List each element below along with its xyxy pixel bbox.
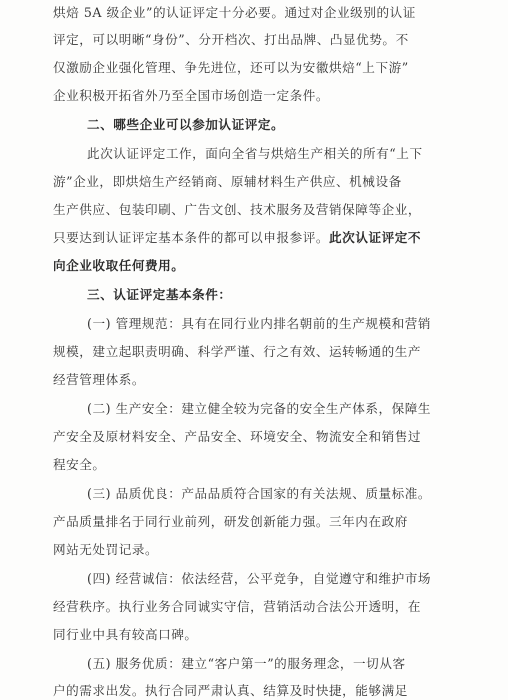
item-3-line-2: 产品质量排名于同行业前列，研发创新能力强。三年内在政府: [53, 514, 408, 529]
intro-line-3: 仅激励企业强化管理、争先进位，还可以为安徽烘焙“上下游”: [53, 60, 409, 75]
item-3-line-1: (三) 品质优良：产品品质符合国家的有关法规、质量标准。: [87, 486, 432, 501]
item-1-line-3: 经营管理体系。: [53, 372, 146, 387]
section-2-line-3: 生产供应、包装印刷、广告文创、技术服务及营销保障等企业，: [53, 202, 422, 217]
item-1-line-1: (一) 管理规范：具有在同行业内排名朝前的生产规模和营销: [87, 316, 432, 331]
item-4-line-1: (四) 经营诚信：依法经营，公平竞争，自觉遵守和维护市场: [87, 571, 432, 586]
section-2-line-1: 此次认证评定工作，面向全省与烘焙生产相关的所有“上下: [87, 146, 423, 161]
section-2-line-2: 游”企业，即烘焙生产经销商、原辅材料生产供应、机械设备: [53, 174, 402, 189]
intro-line-4: 企业积极开拓省外乃至全国市场创造一定条件。: [53, 88, 330, 103]
item-5-line-2: 户的需求出发。执行合同严肃认真、结算及时快捷，能够满足: [53, 683, 408, 698]
fee-notice-part-1: 此次认证评定不: [329, 230, 422, 245]
intro-line-2: 评定，可以明晰“身份”、分开档次、打出品牌、凸显优势。不: [53, 32, 409, 47]
item-3-line-3: 网站无处罚记录。: [53, 542, 159, 557]
section-2-line-4: [53, 229, 421, 247]
section-2-line-4-normal: 只要达到认证评定基本条件的都可以申报参评。: [53, 230, 330, 245]
item-5-line-1: (五) 服务优质：建立“客户第一”的服务理念，一切从客: [87, 656, 406, 671]
fee-notice-part-2: 向企业收取任何费用。: [53, 258, 185, 273]
section-3-heading: 三、认证评定基本条件：: [87, 287, 232, 302]
item-1-line-2: 规模，建立起职责明确、科学严谨、行之有效、运转畅通的生产: [53, 344, 422, 359]
item-4-line-2: 经营秩序。执行业务合同诚实守信，营销活动合法公开透明，在: [53, 599, 422, 614]
item-2-line-2: 产安全及原材料安全、产品安全、环境安全、物流安全和销售过: [53, 429, 422, 444]
section-2-heading: 二、哪些企业可以参加认证评定。: [87, 117, 285, 132]
item-2-line-1: (二) 生产安全：建立健全较为完备的安全生产体系，保障生: [87, 401, 432, 416]
intro-line-1: 烘焙 5A 级企业”的认证评定十分必要。通过对企业级别的认证: [53, 5, 416, 20]
item-2-line-3: 程安全。: [53, 457, 106, 472]
item-4-line-3: 同行业中具有较高口碑。: [53, 627, 198, 642]
